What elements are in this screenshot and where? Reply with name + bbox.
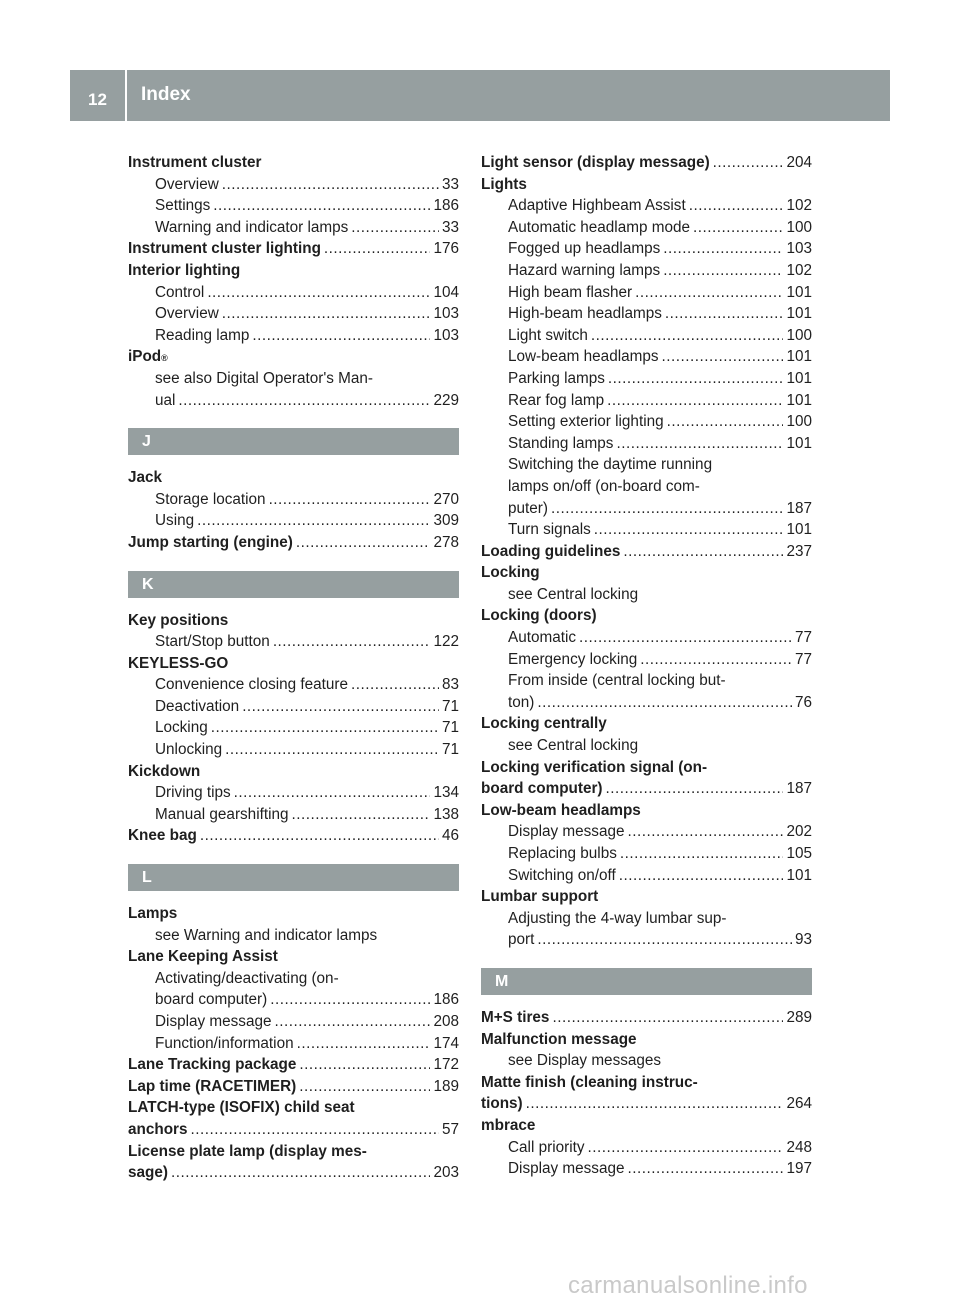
entry-text: Display message — [508, 823, 625, 841]
entry-text: ton) — [508, 693, 535, 711]
index-subentry — [481, 670, 812, 692]
index-subentry — [481, 433, 812, 455]
index-subentry — [481, 929, 812, 951]
entry-text: Turn signals — [508, 521, 591, 539]
page-ref: 264 — [786, 1095, 812, 1113]
index-subentry — [481, 1158, 812, 1180]
index-subentry — [481, 584, 812, 606]
page-ref: 174 — [433, 1034, 459, 1052]
entry-text: Locking — [481, 564, 540, 582]
index-entry — [128, 152, 459, 174]
page-title: Index — [141, 83, 191, 105]
dot-leader — [242, 696, 439, 718]
index-subentry — [481, 908, 812, 930]
dot-leader — [667, 411, 784, 433]
dot-leader — [178, 390, 430, 412]
entry-text: Overview — [155, 175, 219, 193]
index-entry — [128, 825, 459, 847]
index-entry — [481, 713, 812, 735]
dot-leader — [608, 368, 784, 390]
index-entry — [481, 1115, 812, 1137]
page-ref: 101 — [786, 866, 812, 884]
entry-text: Rear fog lamp — [508, 391, 605, 409]
entry-text: Driving tips — [155, 784, 231, 802]
index-subentry — [128, 303, 459, 325]
index-entry — [128, 238, 459, 260]
section-letter: J — [128, 428, 459, 455]
entry-text: Locking verification signal (on- — [481, 758, 708, 776]
entry-text: Start/Stop button — [155, 633, 270, 651]
header-divider — [125, 70, 127, 121]
entry-text: Knee bag — [128, 827, 197, 845]
page-ref: 102 — [786, 197, 812, 215]
entry-text: Automatic — [508, 629, 577, 647]
dot-leader — [351, 217, 439, 239]
index-subentry — [481, 843, 812, 865]
index-entry — [481, 1093, 812, 1115]
dot-leader — [623, 541, 783, 563]
entry-text: Light sensor (display message) — [481, 154, 710, 171]
page-ref: 104 — [433, 283, 459, 301]
page-ref: 101 — [786, 369, 812, 387]
page-ref: 229 — [433, 391, 459, 409]
index-subentry — [128, 968, 459, 990]
entry-text: Light switch — [508, 326, 588, 344]
dot-leader — [579, 627, 792, 649]
entry-text: Overview — [155, 305, 219, 323]
page-ref: 187 — [786, 499, 812, 517]
page-ref: 33 — [441, 218, 459, 236]
index-subentry — [128, 325, 459, 347]
dot-leader — [663, 260, 783, 282]
dot-leader — [211, 717, 439, 739]
index-subentry — [128, 1033, 459, 1055]
page-ref: 77 — [794, 629, 812, 647]
page-ref: 204 — [786, 154, 812, 171]
index-entry — [128, 761, 459, 783]
index-subentry — [481, 1137, 812, 1159]
dot-leader — [351, 674, 439, 696]
entry-text: Reading lamp — [155, 326, 250, 344]
dot-leader — [526, 1093, 784, 1115]
index-subentry — [128, 282, 459, 304]
entry-text: Adjusting the 4-way lumbar sup- — [508, 909, 727, 927]
dot-leader — [713, 152, 784, 174]
dot-leader — [197, 510, 430, 532]
index-column-right — [481, 152, 812, 1180]
page-ref: 100 — [786, 413, 812, 431]
dot-leader — [640, 649, 792, 671]
page-ref: 100 — [786, 326, 812, 344]
entry-text: Setting exterior lighting — [508, 413, 664, 431]
entry-text: License plate lamp (display mes- — [128, 1142, 367, 1160]
page-ref: 71 — [441, 741, 459, 759]
dot-leader — [234, 782, 431, 804]
entry-text: see Display messages — [508, 1052, 662, 1070]
page-ref: 202 — [786, 823, 812, 841]
entry-text: KEYLESS-GO — [128, 654, 229, 672]
entry-text: Matte finish (cleaning instruc- — [481, 1073, 698, 1091]
entry-text: Instrument cluster — [128, 154, 262, 171]
entry-text: Loading guidelines — [481, 542, 621, 560]
dot-leader — [606, 778, 784, 800]
page-ref: 237 — [786, 542, 812, 560]
page-ref: 71 — [441, 719, 459, 737]
entry-text: see Warning and indicator lamps — [155, 926, 378, 944]
page-ref: 46 — [441, 827, 459, 845]
page-ref: 248 — [786, 1138, 812, 1156]
index-entry — [128, 1162, 459, 1184]
dot-leader — [191, 1119, 439, 1141]
index-subentry — [128, 390, 459, 412]
entry-text: Replacing bulbs — [508, 845, 617, 862]
index-entry — [481, 1072, 812, 1094]
section-letter: L — [128, 864, 459, 891]
dot-leader — [662, 346, 784, 368]
entry-text: Lap time (RACETIMER) — [128, 1077, 297, 1095]
entry-text: Parking lamps — [508, 369, 605, 387]
page-ref: 76 — [794, 693, 812, 711]
index-entry — [481, 174, 812, 196]
index-subentry — [481, 260, 812, 282]
index-subentry — [128, 174, 459, 196]
dot-leader — [689, 195, 784, 217]
page-ref: 103 — [433, 305, 459, 323]
entry-text: Lumbar support — [481, 888, 599, 906]
entry-text: sage) — [128, 1164, 168, 1182]
entry-text: Jump starting (engine) — [128, 533, 293, 551]
page-ref: 93 — [794, 931, 812, 949]
entry-text: see also Digital Operator's Man- — [155, 369, 374, 387]
entry-text: Switching on/off — [508, 866, 616, 884]
dot-leader — [663, 238, 783, 260]
dot-leader — [273, 631, 431, 653]
entry-text: Emergency locking — [508, 650, 638, 668]
index-subentry — [481, 454, 812, 476]
index-subentry — [481, 368, 812, 390]
index-subentry — [128, 989, 459, 1011]
dot-leader — [588, 1137, 784, 1159]
index-subentry — [481, 498, 812, 520]
index-subentry — [481, 390, 812, 412]
index-subentry — [128, 368, 459, 390]
index-entry — [128, 653, 459, 675]
page-ref: 101 — [786, 521, 812, 539]
entry-text: Convenience closing feature — [155, 676, 349, 694]
dot-leader — [627, 821, 783, 843]
index-entry — [128, 1141, 459, 1163]
index-entry — [128, 1076, 459, 1098]
entry-text: Display message — [155, 1013, 272, 1030]
dot-leader — [296, 532, 431, 554]
index-subentry — [128, 925, 459, 947]
entry-text: Adaptive Highbeam Assist — [508, 197, 686, 215]
index-subentry — [481, 238, 812, 260]
entry-text: Key positions — [128, 611, 229, 629]
dot-leader — [616, 433, 783, 455]
entry-text: Interior lighting — [128, 261, 241, 279]
page-ref: 186 — [433, 197, 459, 215]
dot-leader — [619, 865, 784, 887]
index-subentry — [481, 627, 812, 649]
index-entry — [481, 562, 812, 584]
index-entry — [128, 467, 459, 489]
index-subentry — [128, 782, 459, 804]
index-subentry — [481, 476, 812, 498]
dot-leader — [222, 303, 431, 325]
entry-text: Switching the daytime running — [508, 456, 713, 474]
page-ref: 189 — [433, 1077, 459, 1095]
entry-text: Locking — [155, 719, 208, 737]
dot-leader — [324, 238, 431, 260]
index-entry — [481, 1029, 812, 1051]
entry-text: Standing lamps — [508, 434, 614, 452]
dot-leader — [299, 1076, 430, 1098]
dot-leader — [274, 1011, 430, 1033]
index-entry — [128, 1054, 459, 1076]
index-subentry — [128, 674, 459, 696]
page-ref: 122 — [433, 633, 459, 651]
page-ref: 270 — [433, 490, 459, 508]
entry-text: Unlocking — [155, 741, 223, 759]
page-ref: 101 — [786, 305, 812, 323]
index-subentry — [128, 804, 459, 826]
entry-text: Manual gearshifting — [155, 805, 289, 823]
index-subentry — [128, 696, 459, 718]
index-subentry — [481, 303, 812, 325]
page-ref: 105 — [786, 845, 812, 862]
dot-leader — [552, 1007, 783, 1029]
index-column-left — [128, 152, 459, 1184]
entry-text: see Central locking — [508, 737, 639, 755]
index-entry — [481, 778, 812, 800]
page-ref: 83 — [441, 676, 459, 694]
page-ref: 289 — [786, 1008, 812, 1026]
page-ref: 187 — [786, 780, 812, 798]
page-ref: 134 — [433, 784, 459, 802]
dot-leader — [627, 1158, 783, 1180]
dot-leader — [299, 1054, 430, 1076]
index-entry — [481, 757, 812, 779]
dot-leader — [635, 282, 783, 304]
entry-text: ual — [155, 391, 176, 409]
index-entry — [481, 1007, 812, 1029]
index-subentry — [128, 510, 459, 532]
entry-text: Automatic headlamp mode — [508, 218, 690, 236]
entry-text: Control — [155, 283, 205, 301]
index-subentry — [128, 1011, 459, 1033]
entry-text: Low-beam headlamps — [508, 348, 659, 366]
index-entry — [481, 152, 812, 174]
page-ref: 138 — [433, 805, 459, 823]
entry-text: Lamps — [128, 905, 178, 923]
dot-leader — [252, 325, 430, 347]
entry-text: Settings — [155, 197, 211, 215]
entry-text: Kickdown — [128, 762, 201, 780]
entry-text: Warning and indicator lamps — [155, 218, 349, 236]
entry-text: Low-beam headlamps — [481, 801, 641, 819]
entry-text: board computer) — [481, 780, 603, 798]
header-bar — [70, 70, 890, 121]
entry-text: Hazard warning lamps — [508, 261, 661, 279]
dot-leader — [207, 282, 430, 304]
entry-text: Lights — [481, 175, 527, 193]
entry-text: High-beam headlamps — [508, 305, 662, 323]
index-entry — [128, 1097, 459, 1119]
dot-leader — [551, 498, 784, 520]
section-letter: K — [128, 571, 459, 598]
index-subentry — [128, 739, 459, 761]
page-number: 12 — [88, 89, 107, 109]
index-subentry — [481, 217, 812, 239]
entry-text: Using — [155, 512, 195, 530]
entry-text: Locking centrally — [481, 715, 607, 733]
page-ref: 57 — [441, 1120, 459, 1138]
page-ref: 101 — [786, 348, 812, 366]
page-ref: 101 — [786, 283, 812, 301]
entry-text: Lane Tracking package — [128, 1056, 297, 1074]
dot-leader — [537, 929, 792, 951]
index-subentry — [128, 217, 459, 239]
index-entry — [128, 903, 459, 925]
dot-leader — [269, 489, 431, 511]
dot-leader — [297, 1033, 431, 1055]
page-ref: 278 — [433, 533, 459, 551]
dot-leader — [225, 739, 439, 761]
dot-leader — [665, 303, 784, 325]
entry-text: Lane Keeping Assist — [128, 948, 278, 966]
section-letter: M — [481, 968, 812, 995]
page-ref: 101 — [786, 391, 812, 409]
entry-text: LATCH-type (ISOFIX) child seat — [128, 1099, 355, 1117]
entry-text: Function/information — [155, 1034, 294, 1052]
dot-leader — [607, 390, 783, 412]
dot-leader — [693, 217, 784, 239]
index-subentry — [481, 649, 812, 671]
page-ref: 33 — [441, 175, 459, 193]
dot-leader — [213, 195, 430, 217]
dot-leader — [620, 843, 784, 865]
index-subentry — [481, 346, 812, 368]
index-entry — [128, 610, 459, 632]
index-subentry — [481, 692, 812, 714]
entry-text: Activating/deactivating (on- — [155, 969, 339, 987]
entry-text: port — [508, 931, 535, 949]
page-ref: 101 — [786, 434, 812, 452]
page-ref: 309 — [433, 512, 459, 530]
dot-leader — [537, 692, 792, 714]
dot-leader — [270, 989, 430, 1011]
page-ref: 172 — [433, 1056, 459, 1074]
page-ref: 71 — [441, 697, 459, 715]
entry-text: lamps on/off (on-board com- — [508, 477, 700, 495]
index-entry — [481, 605, 812, 627]
page-ref: 100 — [786, 218, 812, 236]
index-entry — [481, 800, 812, 822]
entry-text: M+S tires — [481, 1008, 550, 1026]
entry-text: puter) — [508, 499, 548, 517]
entry-text: Display message — [508, 1160, 625, 1178]
entry-text: From inside (central locking but- — [508, 672, 726, 690]
page-ref: 186 — [433, 991, 459, 1009]
index-entry — [481, 541, 812, 563]
dot-leader — [171, 1162, 431, 1184]
index-subentry — [481, 519, 812, 541]
index-entry: iPod ® — [128, 346, 459, 368]
page-ref: 197 — [786, 1160, 812, 1178]
entry-text: see Central locking — [508, 585, 639, 603]
index-entry — [128, 946, 459, 968]
index-subentry — [128, 489, 459, 511]
watermark: carmanualsonline.info — [568, 1272, 808, 1299]
entry-text: Locking (doors) — [481, 607, 597, 625]
entry-text: Storage location — [155, 490, 266, 508]
index-subentry — [128, 631, 459, 653]
index-subentry — [481, 735, 812, 757]
page-ref: 103 — [433, 326, 459, 344]
entry-text: Malfunction message — [481, 1030, 637, 1048]
entry-text: tions) — [481, 1095, 523, 1113]
index-entry — [128, 260, 459, 282]
entry-text: Fogged up headlamps — [508, 240, 661, 258]
entry-text: Deactivation — [155, 697, 240, 715]
page-ref: 203 — [433, 1164, 459, 1182]
dot-leader — [292, 804, 431, 826]
page-ref: 77 — [794, 650, 812, 668]
dot-leader — [200, 825, 439, 847]
index-subentry — [481, 1050, 812, 1072]
index-subentry — [481, 282, 812, 304]
dot-leader — [591, 325, 784, 347]
index-subentry — [481, 325, 812, 347]
index-subentry — [481, 865, 812, 887]
index-entry — [128, 1119, 459, 1141]
entry-text: Call priority — [508, 1138, 585, 1156]
page-ref: 176 — [433, 240, 459, 258]
entry-text: iPod — [128, 348, 162, 366]
page-ref: 208 — [433, 1013, 459, 1030]
entry-text: board computer) — [155, 991, 268, 1009]
entry-text: anchors — [128, 1120, 188, 1138]
entry-text: Jack — [128, 469, 163, 487]
index-subentry — [481, 195, 812, 217]
index-subentry — [481, 411, 812, 433]
index-subentry — [128, 195, 459, 217]
page-ref: 103 — [786, 240, 812, 258]
dot-leader — [594, 519, 784, 541]
index-entry — [128, 532, 459, 554]
index-subentry — [128, 717, 459, 739]
entry-text: High beam flasher — [508, 283, 633, 301]
page-ref: 102 — [786, 261, 812, 279]
index-entry — [481, 886, 812, 908]
entry-text: Instrument cluster lighting — [128, 240, 321, 258]
index-subentry — [481, 821, 812, 843]
entry-text: mbrace — [481, 1116, 536, 1134]
dot-leader — [222, 174, 439, 196]
